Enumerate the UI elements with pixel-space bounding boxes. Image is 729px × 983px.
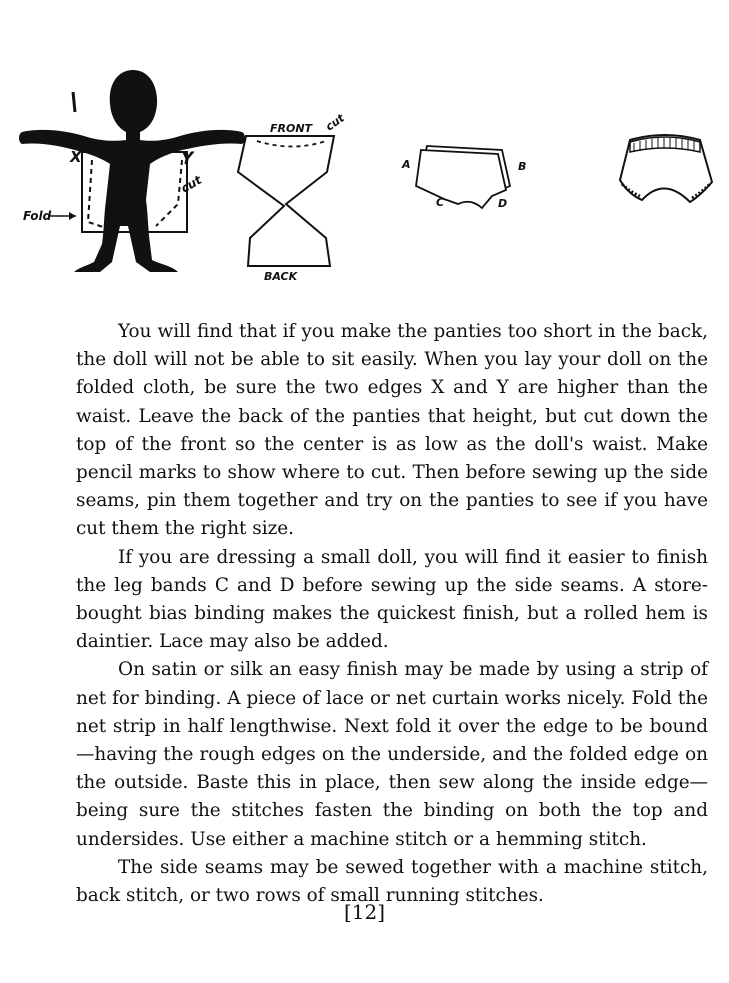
cut-line-right bbox=[156, 160, 182, 226]
paragraph-2: If you are dressing a small doll, you will find it easier to finish the leg bands C and D before sewing up the side seams. A store-bought bias binding makes the quickest finish, but a rolled hem is daintier. Lace may also be added. bbox=[76, 546, 708, 653]
front-cut-line bbox=[257, 141, 326, 147]
tick-mark bbox=[73, 92, 75, 112]
doll-with-folded-cloth-figure bbox=[19, 70, 245, 272]
a-label: A bbox=[402, 158, 411, 171]
panties-pattern-figure bbox=[238, 111, 347, 283]
x-label: X bbox=[70, 148, 82, 166]
fold-label: Fold bbox=[23, 209, 52, 223]
paragraph-3: On satin or silk an easy finish may be made by using a strip of net for binding. A piece of lace or net curtain works nicely. Fold the net strip in half lengthwise. Next fold it over the edge to be bound—having the rough edges on the underside, and the folded edge on the outside. Baste this in place, then sew along the inside edge—being sure the stitches fasten the binding on both the top and undersides. Use either a machine stitch or a hemming stitch. bbox=[76, 659, 708, 850]
c-label: C bbox=[436, 196, 445, 209]
cut-label-left: cut bbox=[178, 172, 205, 196]
paragraph-1: You will find that if you make the panties too short in the back, the doll will not be able to sit easily. When you lay your doll on the folded cloth, be sure the two edges X and Y are higher than the waist. Leave the back of the panties that height, but cut down the top of the front so the center is as low as the doll's waist. Make pencil marks to show where to cut. Then before sewing up the side seams, pin them together and try on the panties to see if you have cut them the right size. bbox=[76, 321, 708, 540]
y-label: Y bbox=[181, 149, 194, 169]
finished-panties-figure bbox=[620, 135, 712, 202]
sewing-illustrations bbox=[0, 0, 729, 300]
body-text bbox=[76, 318, 708, 910]
cut-label-front: cut bbox=[323, 111, 347, 134]
doll-silhouette bbox=[19, 70, 245, 272]
folded-panties-front-layer bbox=[416, 150, 506, 208]
back-label: BACK bbox=[264, 270, 298, 283]
folded-panties-figure bbox=[401, 146, 526, 210]
fold-arrow-head bbox=[69, 212, 76, 220]
paragraph-4: The side seams may be sewed together with a machine stitch, back stitch, or two rows of small running stitches. bbox=[76, 856, 708, 907]
illustration-canvas bbox=[0, 0, 729, 300]
d-label: D bbox=[498, 197, 508, 210]
front-label: FRONT bbox=[270, 122, 313, 135]
pattern-outline bbox=[238, 136, 334, 266]
page-number: [12] bbox=[343, 900, 386, 924]
b-label: B bbox=[518, 160, 527, 173]
